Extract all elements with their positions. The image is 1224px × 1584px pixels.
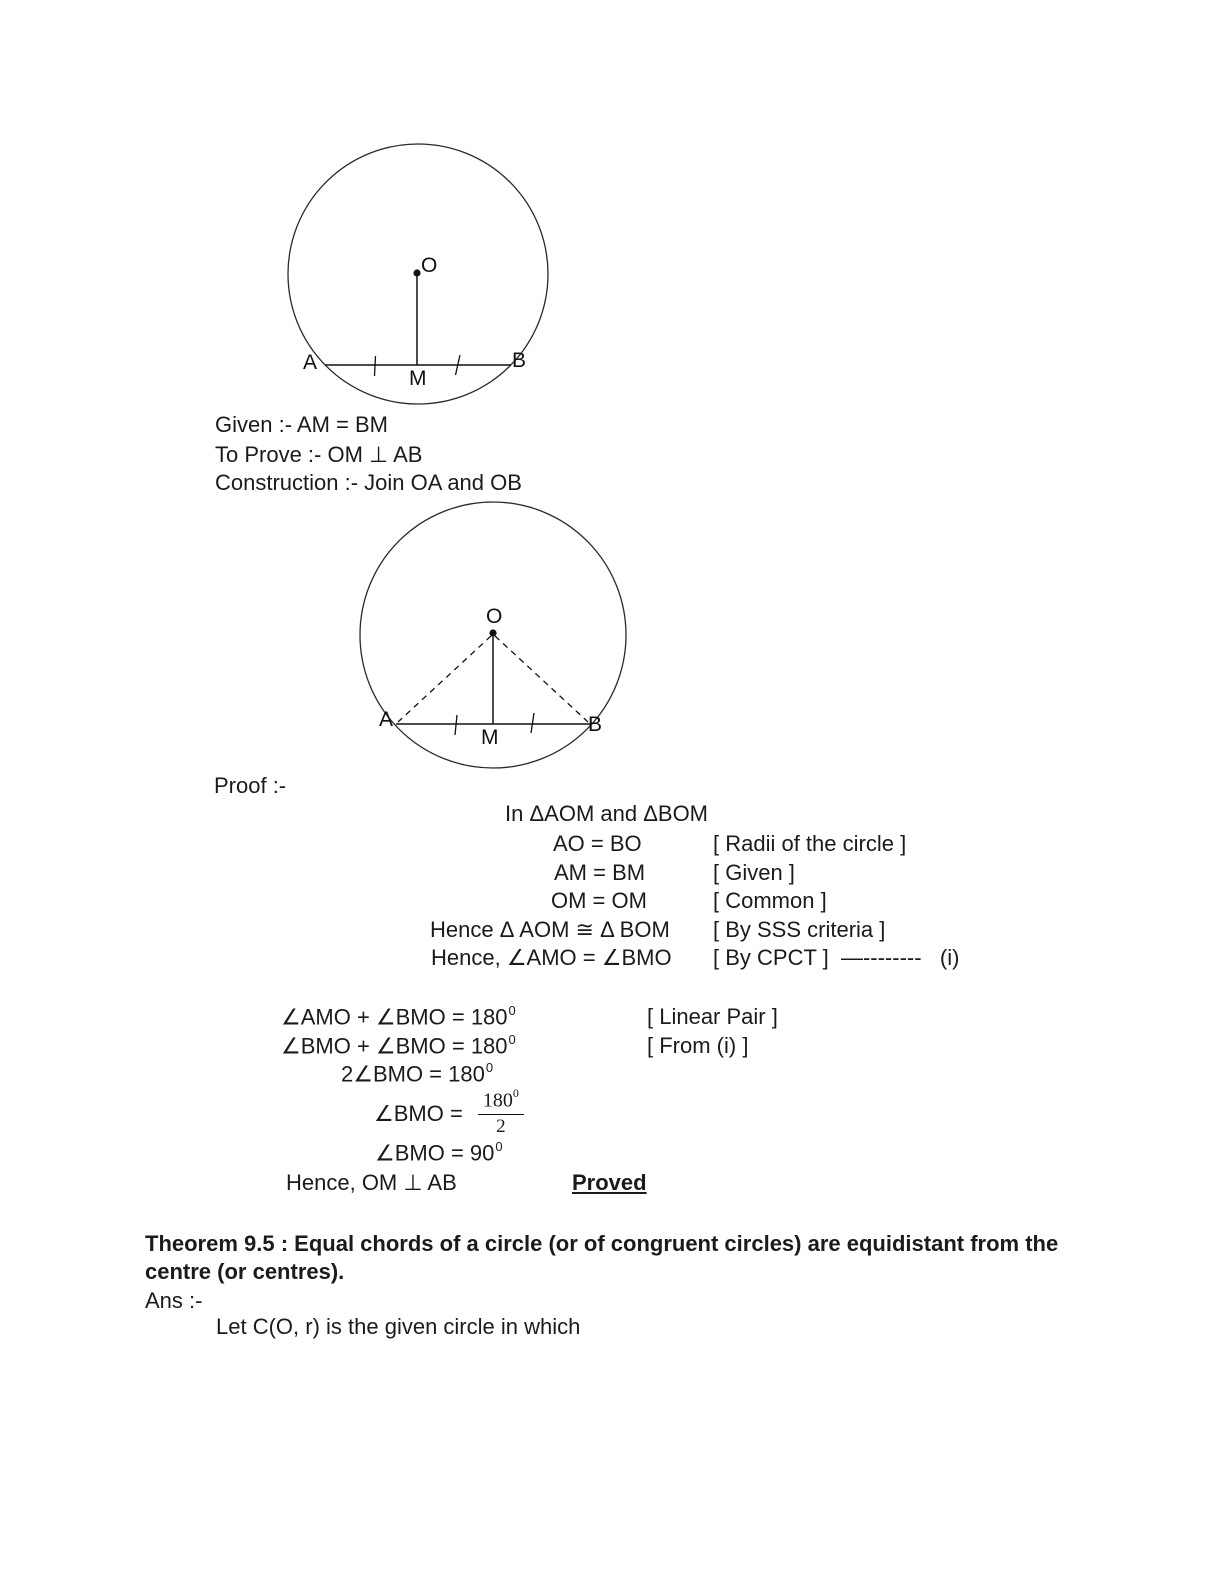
point-label-o: O bbox=[486, 605, 503, 628]
fraction-denominator: 2 bbox=[496, 1115, 506, 1137]
tick-mark-am bbox=[375, 356, 376, 376]
point-label-b: B bbox=[512, 349, 527, 372]
dashed-segment-oa bbox=[398, 636, 491, 722]
equation-line bbox=[281, 1033, 515, 1060]
tick-mark-am bbox=[455, 715, 457, 735]
proof-heading: Proof :- bbox=[214, 773, 287, 798]
proof-intro: In ΔAOM and ΔBOM bbox=[505, 801, 709, 826]
degree-superscript: 0 bbox=[495, 1139, 503, 1154]
circle-diagram-2 bbox=[350, 495, 650, 787]
equation-text: ∠AMO + ∠BMO = 180 bbox=[281, 1004, 508, 1030]
equation-line bbox=[341, 1061, 492, 1088]
tick-mark-mb bbox=[531, 713, 534, 733]
proof-row-lhs: AO = BO bbox=[553, 831, 642, 856]
point-label-a: A bbox=[303, 351, 318, 374]
degree-superscript: 0 bbox=[508, 1032, 516, 1047]
theorem-title-line2: centre (or centres). bbox=[145, 1259, 345, 1284]
proof-row-lhs: Hence, ∠AMO = ∠BMO bbox=[431, 945, 672, 970]
center-dot bbox=[489, 629, 496, 636]
construction-statement: Construction :- Join OA and OB bbox=[215, 470, 522, 495]
proof-row-lhs: AM = BM bbox=[554, 860, 646, 885]
circle-diagram-1 bbox=[270, 135, 570, 420]
equation-text: 2∠BMO = 180 bbox=[341, 1061, 485, 1087]
degree-superscript: 0 bbox=[508, 1003, 516, 1018]
point-label-m: M bbox=[409, 367, 427, 390]
answer-label: Ans :- bbox=[145, 1288, 203, 1313]
fraction-180-over-2 bbox=[478, 1086, 524, 1138]
degree-superscript: 0 bbox=[512, 1086, 519, 1100]
equation-text: ∠BMO = 90 bbox=[375, 1140, 495, 1166]
point-label-b: B bbox=[588, 713, 603, 736]
circle-diagram-2-shapes bbox=[350, 495, 650, 787]
center-dot bbox=[413, 269, 420, 276]
proof-row-lhs: OM = OM bbox=[551, 888, 647, 913]
proof-row-reason: [ Radii of the circle ] bbox=[713, 831, 907, 856]
equation-text: ∠BMO + ∠BMO = 180 bbox=[281, 1033, 508, 1059]
numerator-value: 180 bbox=[482, 1089, 513, 1112]
point-label-o: O bbox=[421, 254, 438, 277]
proof-row-reason: [ By CPCT ] —-------- (i) bbox=[713, 945, 960, 970]
proof-row-reason: [ By SSS criteria ] bbox=[713, 917, 886, 942]
given-statement: Given :- AM = BM bbox=[215, 412, 388, 437]
degree-superscript: 0 bbox=[485, 1060, 494, 1075]
equation-reason: [ Linear Pair ] bbox=[647, 1004, 778, 1029]
proved-label: Proved bbox=[572, 1170, 647, 1195]
proof-row-lhs: Hence Δ AOM ≅ Δ BOM bbox=[430, 917, 670, 942]
proof-row-reason: [ Given ] bbox=[713, 860, 795, 885]
let-statement: Let C(O, r) is the given circle in which bbox=[216, 1314, 581, 1339]
fraction-numerator bbox=[478, 1086, 524, 1115]
equation-line bbox=[281, 1004, 515, 1031]
proof-row-reason: [ Common ] bbox=[713, 888, 827, 913]
point-label-a: A bbox=[379, 708, 394, 731]
equation-line bbox=[375, 1140, 502, 1167]
equation-text: ∠BMO = bbox=[374, 1100, 469, 1126]
conclusion-line: Hence, OM ⊥ AB bbox=[286, 1170, 457, 1195]
equation-reason: [ From (i) ] bbox=[647, 1033, 749, 1058]
theorem-title-line1: Theorem 9.5 : Equal chords of a circle (or of congruent circles) are equidistant from the bbox=[145, 1231, 1059, 1256]
dashed-segment-ob bbox=[495, 636, 588, 722]
to-prove-statement: To Prove :- OM ⊥ AB bbox=[215, 442, 423, 467]
point-label-m: M bbox=[481, 726, 499, 749]
equation-fraction-line bbox=[374, 1086, 524, 1138]
